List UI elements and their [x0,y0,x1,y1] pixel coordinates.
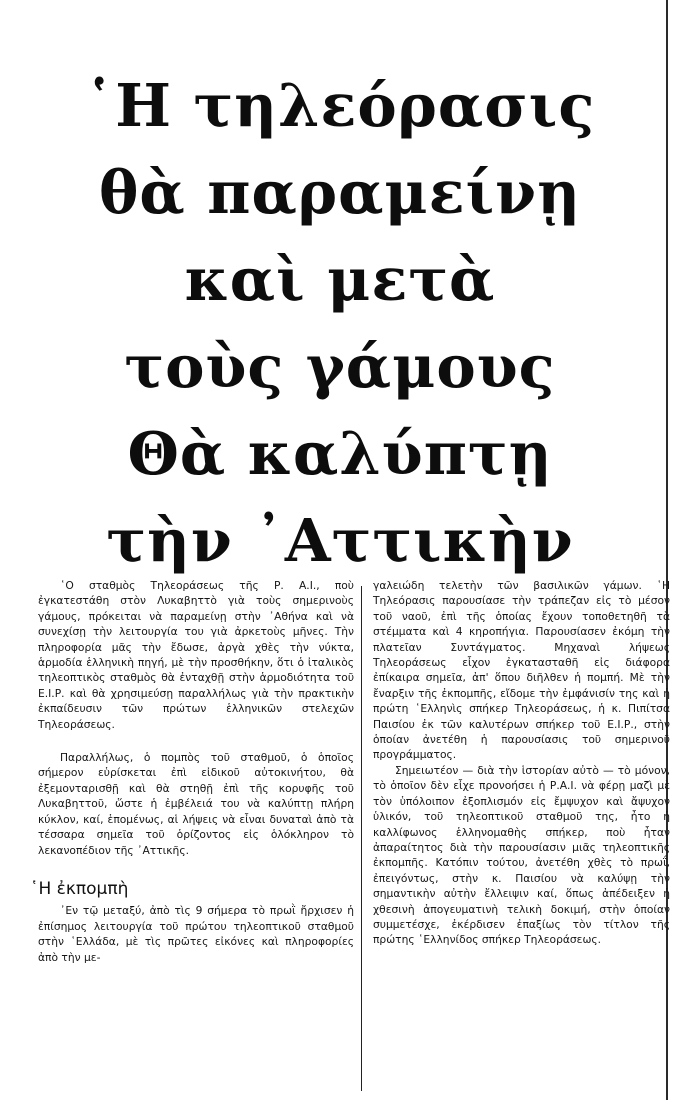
article-paragraph: ῾Ο σταθμὸς Τηλεοράσεως τῆς Ρ. Α.Ι., ποὺ ἐγκατεστάθη στὸν Λυκαβηττὸ γιὰ τοὺς σημερινοὺς γάμους, πρόκειται νὰ παραμείνῃ στὴν ᾿Αθήνα καὶ νὰ συνεχίσῃ τὴν λειτουργία του γιὰ ἀρκετοὺς μῆνες. Τὴν πληροφορία μᾶς τὴν ἔδωσε, ἀργὰ χθὲς τὴν νύκτα, ἁρμοδία ἑλληνικὴ πηγή, μὲ τὴν προσθήκην, ὅτι ὁ ἰταλικὸς τηλεοπτικὸς σταθμὸς θὰ ἐνταχθῇ στὴν ἁρμοδιότητα τοῦ Ε.Ι.Ρ. καὶ θὰ χρησιμεύσῃ παραλλήλως γιὰ τὴν πρακτικὴν ἐκπαίδευσιν τῶν πρώτων ἑλληνικῶν στελεχῶν Τηλεοράσεως. [38,579,354,731]
headline-line: τὴν ᾿Αττικὴν [106,505,574,575]
headline-line: Θὰ καλύπτῃ [127,418,553,488]
headline-line: καὶ μετὰ [184,244,496,314]
headline-line: τοὺς γάμους [124,331,556,401]
section-subheading: ῾Η ἐκπομπὴ [30,878,129,899]
article-paragraph: ᾿Εν τῷ μεταξύ, ἀπὸ τὶς 9 σήμερα τὸ πρωῒ ἤρχισεν ἡ ἐπίσημος λειτουργία τοῦ πρώτου τηλεοπτικοῦ σταθμοῦ στὴν ῾Ελλάδα, μὲ τὶς πρῶτες εἰκόνες καὶ πληροφορίες ἀπὸ τὴν με- [38,904,354,964]
article-paragraph: Παραλλήλως, ὁ πομπὸς τοῦ σταθμοῦ, ὁ ὁποῖος σήμερον εὑρίσκεται ἐπὶ εἰδικοῦ αὐτοκινήτου, θὰ ἐξεμονταρισθῇ καὶ θὰ στηθῇ ἐπὶ τῆς κορυφῆς τοῦ Λυκαβηττοῦ, ὥστε ἡ ἐμβέλειά του νὰ καλύπτῃ πλήρη κύκλον, καί, ἑπομένως, αἱ λήψεις νὰ εἶναι δυναταὶ ἀπὸ τὰ τέσσαρα σημεῖα τοῦ ὁρίζοντος εἰς ὁλόκληρον τὸ λεκανοπέδιον τῆς ᾿Αττικῆς. [38,751,354,857]
article-column-right [373,578,670,948]
column-divider [361,586,362,1091]
article-column-left [30,578,354,965]
article-paragraph: Σημειωτέον — διὰ τὴν ἱστορίαν αὐτὸ — τὸ μόνον, τὸ ὁποῖον δὲν εἶχε προνοήσει ἡ Ρ.Α.Ι. νὰ φέρῃ μαζὶ μὲ τὸν ὑπόλοιπον ἐξοπλισμόν εἰς ἔμψυχον καὶ ἄψυχον ὑλικόν, τοῦ τηλεοπτικοῦ σταθμοῦ της, ἦτο ἡ καλλίφωνος ἑλληνομαθὴς σπήκερ, ποὺ ἦταν ἀπαραίτητος διὰ τὴν παρουσίασιν μιᾶς τηλεοπτικῆς ἐκπομπῆς. Κατόπιν τούτου, ἀνετέθη χθὲς τὸ πρωΐ, ἐπειγόντως, στὴν κ. Παισίου νὰ καλύψῃ τὴν σημαντικὴν αὐτὴν ἔλλειψιν καί, ὅπως ἀπέδειξεν ἡ χθεσινὴ ἀπογευματινὴ τελικὴ δοκιμή, στὴν ὁποίαν συμμετέσχε, ἐκέρδισεν ἐπαξίως τὸν τίτλον τῆς πρώτης ῾Ελληνίδος σπήκερ Τηλεοράσεως. [373,763,670,947]
article-headline [20,62,660,584]
headline-line: θὰ παραμείνῃ [99,157,581,227]
headline-line: ῾Η τηλεόρασις [84,70,596,140]
article-paragraph: γαλειώδη τελετὴν τῶν βασιλικῶν γάμων. ῾Η Τηλεόρασις παρουσίασε τὴν τράπεζαν εἰς τὸ μέσον τοῦ ναοῦ, ἐπὶ τῆς ὁποίας ἔχουν τοποθετηθῆ τὰ στέμματα καὶ 4 κηροπήγια. Παρουσίασεν ἐκόμη τὴν πλατεῖαν Συντάγματος. Μηχαναὶ λήψεως Τηλεοράσεως εἶχον ἐγκατασταθῆ εἰς διάφορα ἐπίκαιρα σημεῖα, ἀπ' ὅπου διῆλθεν ἡ πομπή. Μὲ τὴν ἔναρξιν τῆς ἐκπομπῆς, εἴδομε τὴν ἐμφάνισίν της καὶ ἡ πρώτη ῾Ελληνὶς σπήκερ Τηλεοράσεως, ἡ κ. Πιπίτσα Παισίου ἐκ τῶν καλυτέρων σπήκερ τοῦ Ε.Ι.Ρ., στὴν ὁποίαν ἀνετέθη ἡ παρουσίασις τοῦ σημερινοῦ προγράμματος. [373,579,670,762]
